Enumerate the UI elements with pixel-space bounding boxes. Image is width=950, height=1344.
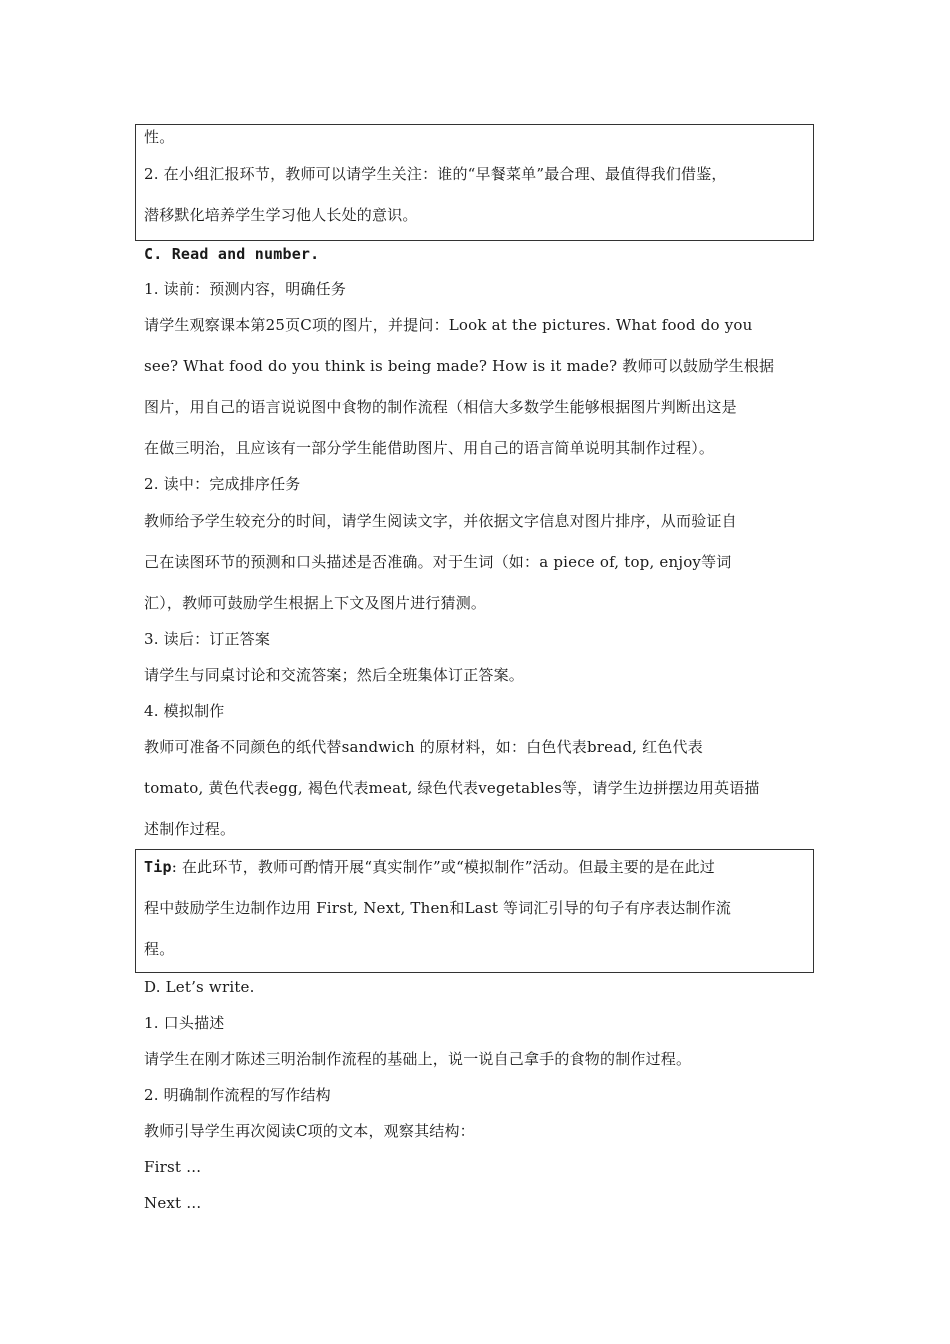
section-c-heading: C. Read and number. (144, 245, 320, 263)
paragraph-line: First … (144, 1158, 202, 1176)
paragraph-line: 在做三明治，且应该有一部分学生能借助图片、用自己的语言简单说明其制作过程）。 (144, 439, 715, 457)
paragraph-line: 教师可准备不同颜色的纸代替sandwich 的原材料，如：白色代表bread, 红色代表 (144, 738, 703, 756)
note-line: 2. 在小组汇报环节，教师可以请学生关注：谁的“早餐菜单”最合理、最值得我们借鉴， (144, 165, 727, 183)
paragraph-line: 请学生在刚才陈述三明治制作流程的基础上，说一说自己拿手的食物的制作过程。 (144, 1050, 692, 1068)
paragraph-line: 教师给予学生较充分的时间，请学生阅读文字，并依据文字信息对图片排序，从而验证自 (144, 512, 737, 530)
paragraph-line: Next … (144, 1194, 202, 1212)
paragraph-line: 图片，用自己的语言说说图中食物的制作流程（相信大多数学生能够根据图片判断出这是 (144, 398, 737, 416)
tip-line: 程。 (144, 940, 175, 958)
tip-line: 程中鼓励学生边制作边用 First, Next, Then和Last 等词汇引导的句子有序表达制作流 (144, 899, 732, 917)
note-line: 潜移默化培养学生学习他人长处的意识。 (144, 206, 418, 224)
step-title: 1. 口头描述 (144, 1014, 225, 1032)
paragraph-line: tomato, 黄色代表egg, 褐色代表meat, 绿色代表vegetables等，请学生边拼摆边用英语描 (144, 779, 760, 797)
paragraph-line: 请学生观察课本第25页C项的图片，并提问：Look at the pictures. What food do you (144, 316, 753, 334)
paragraph-line: 教师引导学生再次阅读C项的文本，观察其结构： (144, 1122, 475, 1140)
paragraph-line: 汇），教师可鼓励学生根据上下文及图片进行猜测。 (144, 594, 487, 612)
note-line: 性。 (144, 128, 175, 146)
section-d-heading: D. Let’s write. (144, 978, 255, 996)
step-title: 4. 模拟制作 (144, 702, 225, 720)
tip-text: : 在此环节，教师可酌情开展“真实制作”或“模拟制作”活动。但最主要的是在此过 (171, 858, 716, 876)
step-title: 2. 明确制作流程的写作结构 (144, 1086, 331, 1104)
paragraph-line: see? What food do you think is being made? How is it made? 教师可以鼓励学生根据 (144, 357, 775, 375)
step-title: 2. 读中：完成排序任务 (144, 475, 301, 493)
step-title: 1. 读前：预测内容，明确任务 (144, 280, 347, 298)
paragraph-line: 己在读图环节的预测和口头描述是否准确。对于生词（如：a piece of, top, enjoy等词 (144, 553, 732, 571)
tip-label: Tip (144, 858, 172, 876)
paragraph-line: 述制作过程。 (144, 820, 236, 838)
tip-line (144, 857, 715, 877)
step-title: 3. 读后：订正答案 (144, 630, 271, 648)
paragraph-line: 请学生与同桌讨论和交流答案；然后全班集体订正答案。 (144, 666, 525, 684)
